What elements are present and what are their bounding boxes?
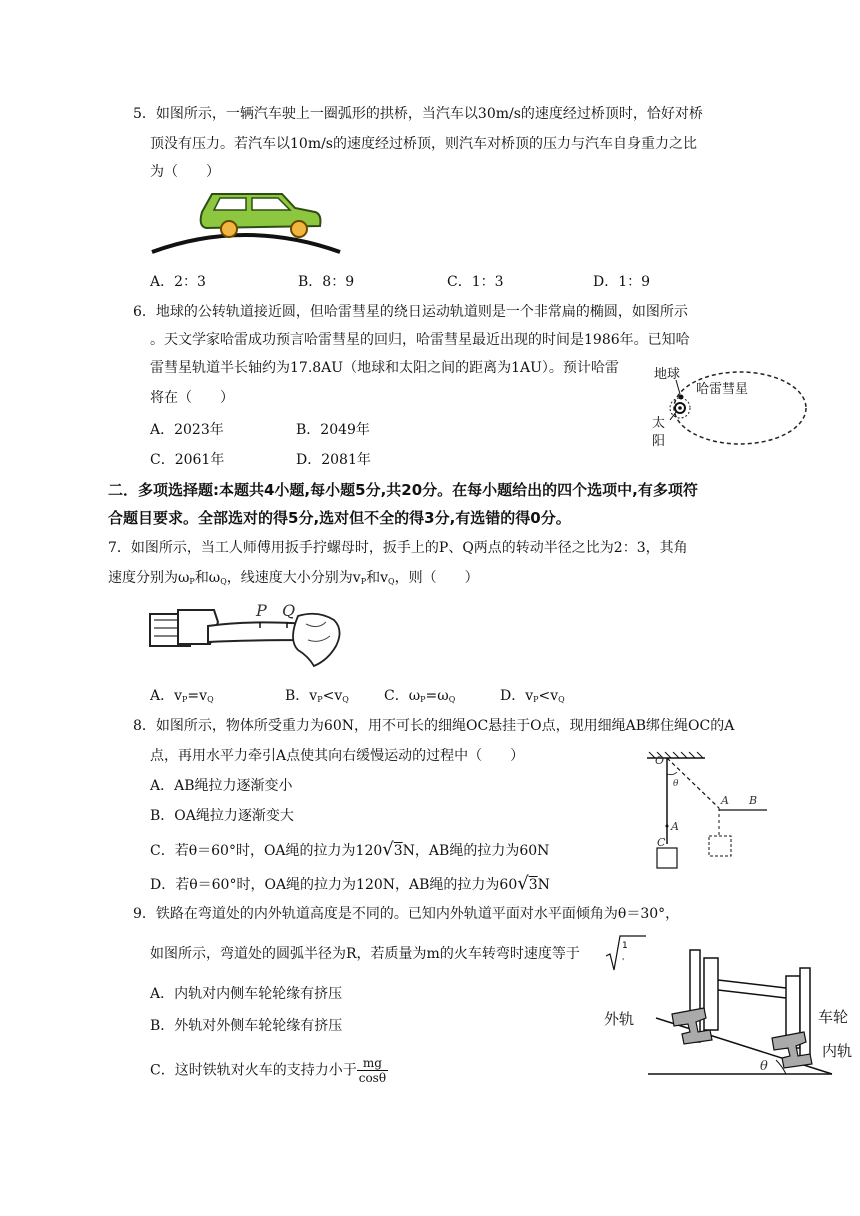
q8-option-a[interactable]: A．AB绳拉力逐渐变小 xyxy=(150,778,293,794)
q7-option-a[interactable]: A．$v_P=v_Q$ xyxy=(150,688,214,704)
wrench-figure xyxy=(148,600,348,676)
wheel-label: 车轮 xyxy=(818,1008,849,1026)
q5-option-c[interactable]: C．1：3 xyxy=(447,274,504,290)
theta-angle-label: θ xyxy=(760,1059,768,1074)
point-p-label: P xyxy=(256,601,267,620)
svg-text:': ' xyxy=(622,957,625,966)
theta-label: θ xyxy=(673,779,679,789)
q8-line1: 8．如图所示，物体所受重力为60N，用不可长的细绳OC悬挂于O点，现用细绳AB绑住绳OC的A xyxy=(133,718,735,734)
section2-line2: 合题目要求。全部选对的得5分,选对但不全的得3分,有选错的得0分。 xyxy=(108,509,571,527)
q9-line2: 如图所示，弯道处的圆弧半径为R，若质量为m的火车转弯时速度等于 xyxy=(150,946,580,962)
point-c-label: C xyxy=(657,836,666,849)
q9-option-a[interactable]: A．内轨对内侧车轮轮缘有挤压 xyxy=(150,986,343,1002)
q9-option-c[interactable]: C．这时铁轨对火车的支持力小于 $\frac{mg}{\cos\theta}$ xyxy=(150,1056,387,1085)
point-b-label: B xyxy=(749,794,758,807)
q7-line2: 速度分别为$\omega_P$和$\omega_Q$，线速度大小分别为$v_P$和$v_Q$，则（ ） xyxy=(108,570,479,586)
sun-label-2: 阳 xyxy=(652,434,666,449)
point-o-label: O xyxy=(655,754,665,767)
inner-rail-label: 内轨 xyxy=(822,1042,853,1060)
railway-curve-figure xyxy=(600,946,853,1080)
comet-orbit-figure xyxy=(640,360,815,460)
q7-option-d[interactable]: D．$v_P<v_Q$ xyxy=(500,688,565,704)
earth-label: 地球 xyxy=(654,367,681,382)
q6-option-c[interactable]: C．2061年 xyxy=(150,452,225,468)
q9-option-b[interactable]: B．外轨对外侧车轮轮缘有挤压 xyxy=(150,1018,343,1034)
q6-line1: 6．地球的公转轨道接近圆，但哈雷彗星的绕日运动轨道则是一个非常扁的椭圆，如图所示 xyxy=(133,304,688,320)
q6-option-a[interactable]: A．2023年 xyxy=(150,422,224,438)
q6-line4: 将在（ ） xyxy=(150,390,234,406)
point-a-label: A xyxy=(721,794,729,807)
q8-line2: 点，再用水平力牵引A点使其向右缓慢运动的过程中（ ） xyxy=(150,748,525,764)
q9-line1: 9．铁路在弯道处的内外轨道高度是不同的。已知内外轨道平面对水平面倾角为θ＝30°， xyxy=(133,906,680,922)
car-bridge-figure xyxy=(150,188,350,258)
q5-line1: 5．如图所示，一辆汽车驶上一圈弧形的拱桥，当汽车以30m/s的速度经过桥顶时，恰好对桥 xyxy=(133,106,703,122)
outer-rail-label: 外轨 xyxy=(604,1010,635,1028)
svg-text:1: 1 xyxy=(622,941,628,951)
q8-option-c[interactable]: C．若θ＝60°时，OA绳的拉力为120√3N，AB绳的拉力为60N xyxy=(150,839,550,860)
q5-option-d[interactable]: D．1：9 xyxy=(593,274,651,290)
point-q-label: Q xyxy=(282,601,296,620)
q8-option-d[interactable]: D．若θ＝60°时，OA绳的拉力为120N，AB绳的拉力为60√3N xyxy=(150,873,550,894)
q6-line3: 雷彗星轨道半长轴约为17.8AU（地球和太阳之间的距离为1AU）。预计哈雷 xyxy=(150,360,619,376)
point-a-label-vertical: A xyxy=(671,820,679,833)
comet-label: 哈雷彗星 xyxy=(696,382,749,397)
q8-option-b[interactable]: B．OA绳拉力逐渐变大 xyxy=(150,808,294,824)
q5-line2: 顶没有压力。若汽车以10m/s的速度经过桥顶，则汽车对桥顶的压力与汽车自身重力之比 xyxy=(150,136,697,152)
q6-option-d[interactable]: D．2081年 xyxy=(296,452,371,468)
section2-line1: 二．多项选择题:本题共4小题,每小题5分,共20分。在每小题给出的四个选项中,有多项符 xyxy=(108,481,698,499)
q7-line1: 7．如图所示，当工人师傅用扳手拧螺母时，扳手上的P、Q两点的转动半径之比为2：3，其角 xyxy=(108,540,688,556)
mg-over-cos-fraction: $\frac{mg}{\cos\theta}$ xyxy=(358,1056,387,1085)
q5-option-a[interactable]: A．2：3 xyxy=(150,274,206,290)
q7-option-c[interactable]: C．$\omega_P=\omega_Q$ xyxy=(384,688,456,704)
q6-option-b[interactable]: B．2049年 xyxy=(296,422,370,438)
q7-option-b[interactable]: B．$v_P<v_Q$ xyxy=(285,688,349,704)
q6-line2: 。天文学家哈雷成功预言哈雷彗星的回归，哈雷彗星最近出现的时间是1986年。已知哈 xyxy=(150,332,690,348)
rope-tension-figure xyxy=(645,752,775,872)
q5-option-b[interactable]: B．8：9 xyxy=(298,274,355,290)
sun-label-1: 太 xyxy=(652,416,666,431)
q5-line3: 为（ ） xyxy=(150,164,220,180)
